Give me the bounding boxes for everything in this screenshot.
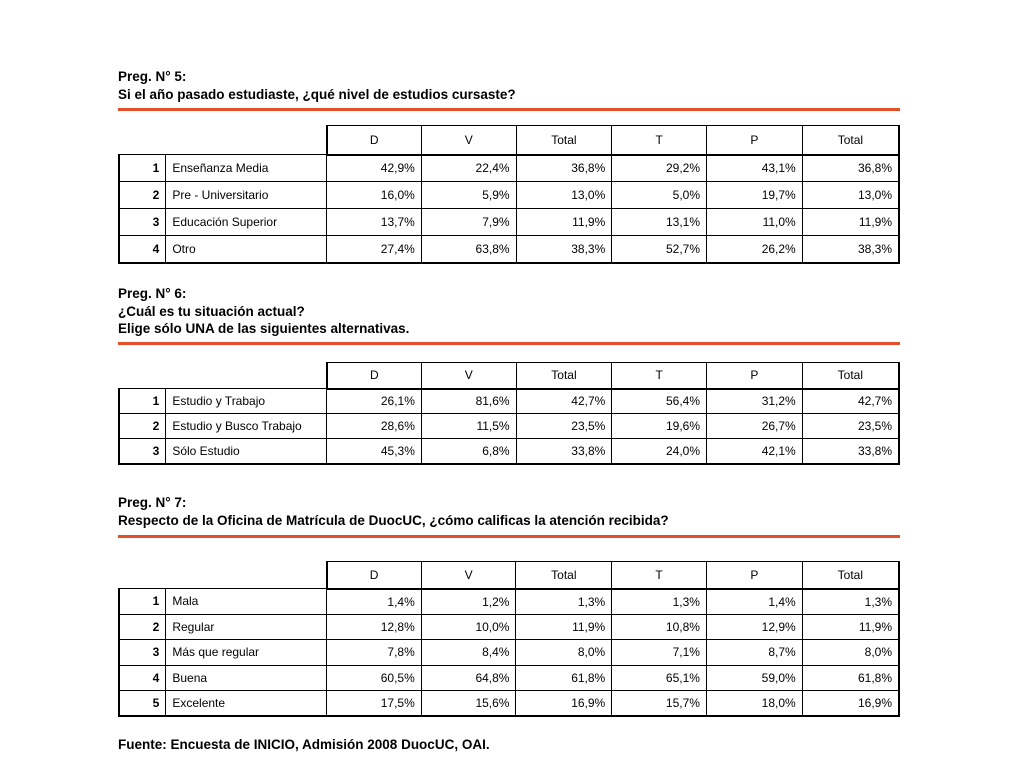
cell-value: 16,9% — [802, 691, 899, 717]
cell-value: 6,8% — [421, 439, 516, 464]
row-number: 2 — [119, 182, 166, 209]
cell-value: 33,8% — [802, 439, 899, 464]
column-header: T — [612, 126, 707, 155]
question-6-number: Preg. N° 6: — [118, 286, 187, 301]
table-row — [119, 155, 899, 182]
column-header: T — [612, 562, 707, 589]
table-header-row — [119, 562, 899, 589]
cell-value: 23,5% — [802, 414, 899, 439]
question-6-section — [118, 285, 900, 458]
cell-value: 38,3% — [802, 236, 899, 263]
row-label: Excelente — [166, 691, 327, 717]
cell-value: 60,5% — [327, 665, 422, 691]
row-number: 2 — [119, 614, 166, 640]
header-blank — [119, 562, 166, 589]
question-7-table — [118, 561, 900, 717]
cell-value: 23,5% — [516, 414, 612, 439]
cell-value: 12,8% — [327, 614, 422, 640]
row-number: 1 — [119, 589, 166, 615]
row-label: Enseñanza Media — [166, 155, 327, 182]
cell-value: 15,6% — [421, 691, 516, 717]
cell-value: 7,9% — [421, 209, 516, 236]
row-label: Otro — [166, 236, 327, 263]
cell-value: 11,0% — [707, 209, 803, 236]
cell-value: 11,9% — [802, 209, 899, 236]
column-header: Total — [516, 126, 612, 155]
cell-value: 16,9% — [516, 691, 612, 717]
column-header: D — [327, 126, 422, 155]
cell-value: 13,0% — [516, 182, 612, 209]
row-label: Estudio y Trabajo — [166, 389, 327, 414]
cell-value: 36,8% — [516, 155, 612, 182]
table-header-row — [119, 363, 899, 389]
cell-value: 42,7% — [802, 389, 899, 414]
cell-value: 19,6% — [612, 414, 707, 439]
cell-value: 1,4% — [706, 589, 802, 615]
cell-value: 13,0% — [802, 182, 899, 209]
column-header: P — [706, 562, 802, 589]
cell-value: 8,4% — [421, 640, 516, 666]
cell-value: 11,5% — [421, 414, 516, 439]
table-row — [119, 640, 899, 666]
column-header: Total — [516, 363, 612, 389]
cell-value: 1,4% — [327, 589, 422, 615]
question-6-instruction: Elige sólo UNA de las siguientes alternativas. — [118, 321, 410, 336]
column-header: D — [327, 363, 422, 389]
row-label: Regular — [166, 614, 327, 640]
cell-value: 13,7% — [327, 209, 422, 236]
question-6-text: ¿Cuál es tu situación actual? — [118, 303, 305, 319]
header-blank — [119, 363, 166, 389]
column-header: P — [707, 363, 803, 389]
cell-value: 10,0% — [421, 614, 516, 640]
cell-value: 52,7% — [612, 236, 707, 263]
column-header: Total — [802, 363, 899, 389]
cell-value: 64,8% — [421, 665, 516, 691]
table-row — [119, 182, 899, 209]
cell-value: 42,1% — [707, 439, 803, 464]
cell-value: 45,3% — [327, 439, 422, 464]
row-number: 2 — [119, 414, 166, 439]
table-row — [119, 665, 899, 691]
column-header: Total — [516, 562, 612, 589]
table-row — [119, 209, 899, 236]
cell-value: 27,4% — [327, 236, 422, 263]
cell-value: 81,6% — [421, 389, 516, 414]
row-number: 3 — [119, 640, 166, 666]
cell-value: 28,6% — [327, 414, 422, 439]
cell-value: 24,0% — [612, 439, 707, 464]
cell-value: 1,3% — [516, 589, 612, 615]
question-5-number: Preg. N° 5: — [118, 69, 187, 84]
cell-value: 5,9% — [421, 182, 516, 209]
cell-value: 17,5% — [327, 691, 422, 717]
column-header: V — [421, 126, 516, 155]
cell-value: 36,8% — [802, 155, 899, 182]
table-row — [119, 389, 899, 414]
table-row — [119, 589, 899, 615]
cell-value: 26,1% — [327, 389, 422, 414]
cell-value: 8,7% — [706, 640, 802, 666]
question-7-number: Preg. N° 7: — [118, 495, 187, 510]
cell-value: 26,2% — [707, 236, 803, 263]
row-number: 5 — [119, 691, 166, 717]
row-label: Mala — [166, 589, 327, 615]
cell-value: 61,8% — [802, 665, 899, 691]
table-row — [119, 439, 899, 464]
cell-value: 29,2% — [612, 155, 707, 182]
cell-value: 15,7% — [612, 691, 707, 717]
row-label: Buena — [166, 665, 327, 691]
question-7-divider — [118, 535, 900, 538]
column-header: Total — [802, 562, 899, 589]
row-number: 4 — [119, 665, 166, 691]
cell-value: 13,1% — [612, 209, 707, 236]
cell-value: 7,8% — [327, 640, 422, 666]
cell-value: 7,1% — [612, 640, 707, 666]
cell-value: 11,9% — [516, 614, 612, 640]
cell-value: 8,0% — [802, 640, 899, 666]
column-header: Total — [802, 126, 899, 155]
cell-value: 31,2% — [707, 389, 803, 414]
cell-value: 18,0% — [706, 691, 802, 717]
header-blank — [119, 126, 166, 155]
cell-value: 65,1% — [612, 665, 707, 691]
cell-value: 61,8% — [516, 665, 612, 691]
row-number: 3 — [119, 439, 166, 464]
question-6-divider — [118, 342, 900, 345]
cell-value: 43,1% — [707, 155, 803, 182]
row-number: 1 — [119, 389, 166, 414]
cell-value: 5,0% — [612, 182, 707, 209]
cell-value: 19,7% — [707, 182, 803, 209]
cell-value: 16,0% — [327, 182, 422, 209]
row-label: Educación Superior — [166, 209, 327, 236]
cell-value: 33,8% — [516, 439, 612, 464]
question-5-table — [118, 125, 900, 264]
row-label: Sólo Estudio — [166, 439, 327, 464]
question-7-text: Respecto de la Oficina de Matrícula de DuocUC, ¿cómo calificas la atención recibida? — [118, 512, 669, 528]
cell-value: 26,7% — [707, 414, 803, 439]
column-header: V — [421, 363, 516, 389]
header-blank — [166, 562, 327, 589]
source-note: Fuente: Encuesta de INICIO, Admisión 2008 DuocUC, OAI. — [118, 737, 490, 752]
cell-value: 42,9% — [327, 155, 422, 182]
cell-value: 8,0% — [516, 640, 612, 666]
header-blank — [166, 363, 327, 389]
cell-value: 42,7% — [516, 389, 612, 414]
row-number: 3 — [119, 209, 166, 236]
question-6-table — [118, 362, 900, 465]
column-header: V — [421, 562, 516, 589]
row-number: 4 — [119, 236, 166, 263]
question-5-section — [118, 68, 900, 256]
column-header: P — [707, 126, 803, 155]
question-7-section — [118, 494, 900, 710]
cell-value: 11,9% — [516, 209, 612, 236]
row-label: Más que regular — [166, 640, 327, 666]
cell-value: 63,8% — [421, 236, 516, 263]
cell-value: 1,3% — [802, 589, 899, 615]
cell-value: 22,4% — [421, 155, 516, 182]
row-number: 1 — [119, 155, 166, 182]
cell-value: 1,2% — [421, 589, 516, 615]
cell-value: 59,0% — [706, 665, 802, 691]
question-5-divider — [118, 108, 900, 111]
table-row — [119, 414, 899, 439]
header-blank — [166, 126, 327, 155]
table-row — [119, 614, 899, 640]
cell-value: 1,3% — [612, 589, 707, 615]
question-5-text: Si el año pasado estudiaste, ¿qué nivel de estudios cursaste? — [118, 86, 516, 102]
cell-value: 11,9% — [802, 614, 899, 640]
table-row — [119, 691, 899, 717]
table-header-row — [119, 126, 899, 155]
cell-value: 12,9% — [706, 614, 802, 640]
cell-value: 38,3% — [516, 236, 612, 263]
table-row — [119, 236, 899, 263]
column-header: D — [327, 562, 422, 589]
cell-value: 56,4% — [612, 389, 707, 414]
row-label: Pre - Universitario — [166, 182, 327, 209]
cell-value: 10,8% — [612, 614, 707, 640]
row-label: Estudio y Busco Trabajo — [166, 414, 327, 439]
column-header: T — [612, 363, 707, 389]
